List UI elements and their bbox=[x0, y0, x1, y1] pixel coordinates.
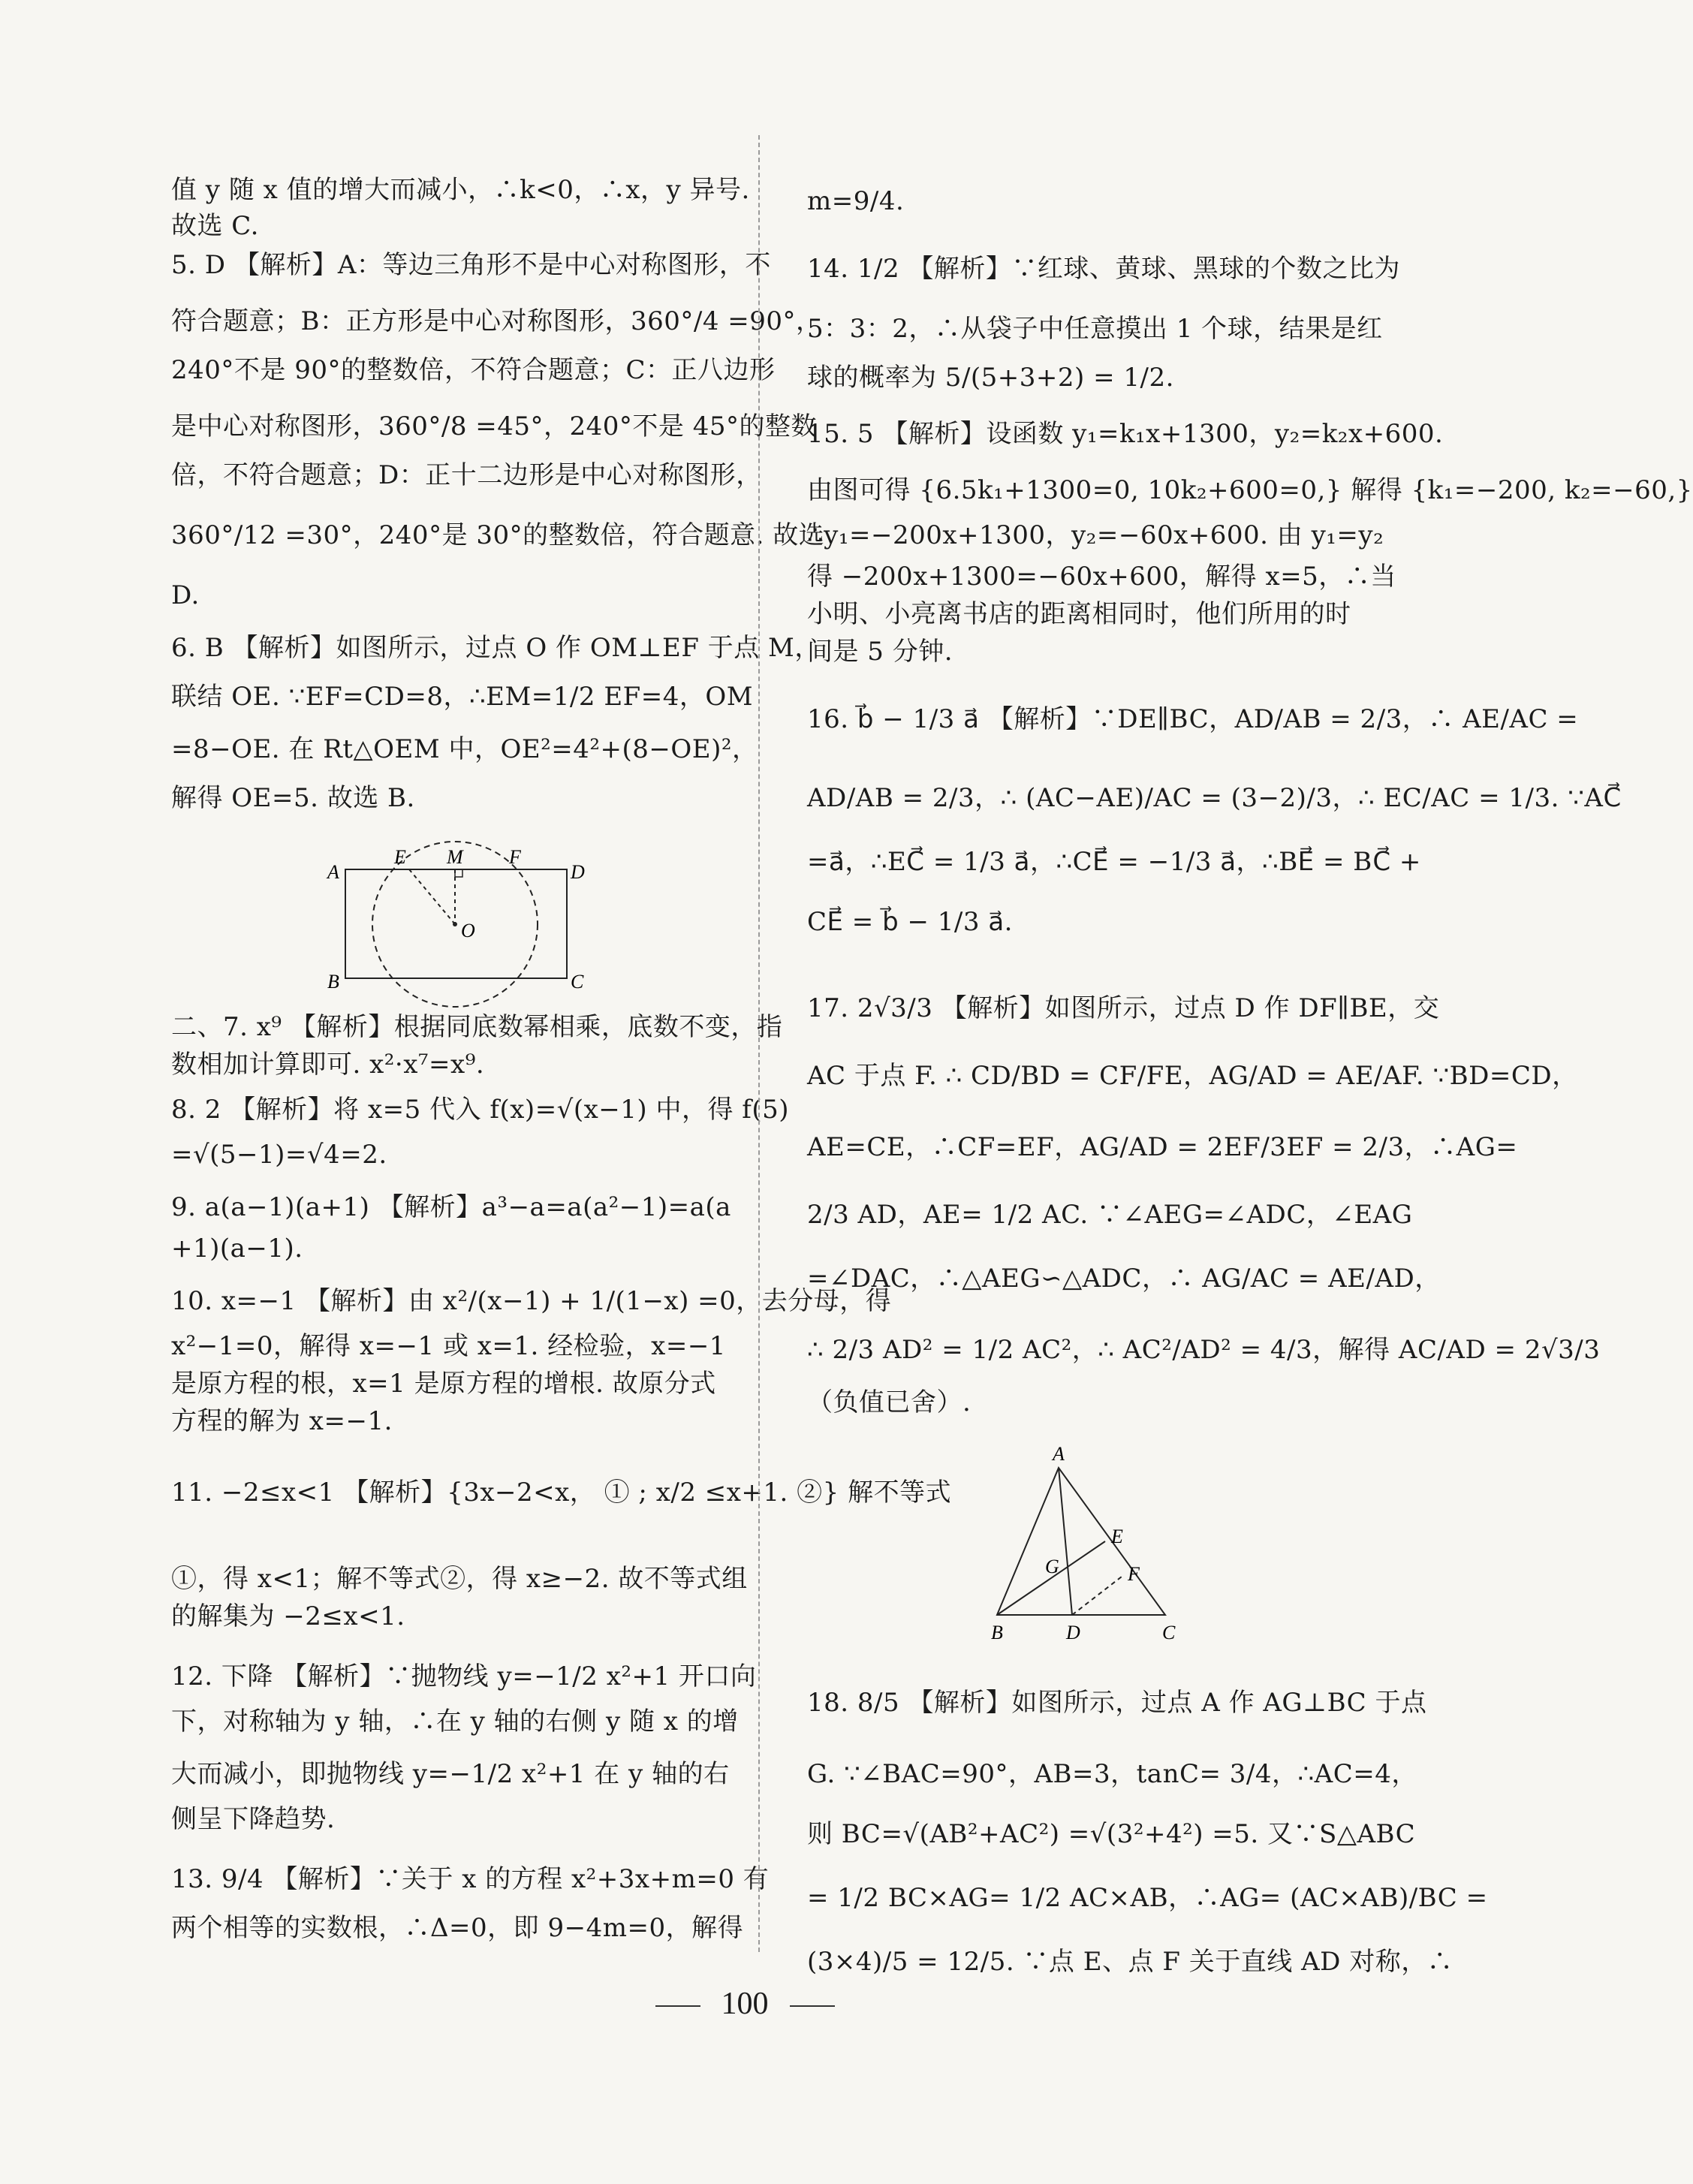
left-line-15: 数相加计算即可. x²·x⁷=x⁹. bbox=[171, 1050, 485, 1080]
left-line-7: 倍，不符合题意；D：正十二边形是中心对称图形， bbox=[171, 460, 762, 490]
left-line-12: =8−OE. 在 Rt△OEM 中，OE²=4²+(8−OE)²， bbox=[171, 734, 758, 764]
fig2-label-C: C bbox=[1162, 1622, 1176, 1643]
right-line-12: AD/AB = 2/3，∴ (AC−AE)/AC = (3−2)/3，∴ EC/AC = 1/3. ∵AC⃗ bbox=[807, 783, 1622, 813]
page-number-dash-right bbox=[790, 2005, 835, 2007]
left-line-6: 是中心对称图形，360°/8 =45°，240°不是 45°的整数 bbox=[171, 411, 818, 441]
right-line-24: 则 BC=√(AB²+AC²) =√(3²+4²) =5. 又∵S△ABC bbox=[807, 1819, 1416, 1849]
left-line-5: 240°不是 90°的整数倍，不符合题意；C：正八边形 bbox=[171, 355, 776, 385]
left-line-22: 是原方程的根，x=1 是原方程的增根. 故原分式 bbox=[171, 1369, 716, 1399]
left-line-30: 侧呈下降趋势. bbox=[171, 1804, 336, 1834]
fig1-label-F: F bbox=[509, 846, 521, 868]
fig1-label-D: D bbox=[571, 861, 585, 883]
left-line-24: 11. −2≤x<1 【解析】{3x−2<x， ① ; x/2 ≤x+1. ②} 解不等式 bbox=[171, 1478, 952, 1508]
right-line-5: 15. 5 【解析】设函数 y₁=k₁x+1300，y₂=k₂x+600. bbox=[807, 419, 1444, 449]
left-line-1: 值 y 随 x 值的增大而减小，∴k<0，∴x，y 异号. bbox=[171, 175, 750, 205]
right-line-15: 17. 2√3/3 【解析】如图所示，过点 D 作 DF∥BE，交 bbox=[807, 993, 1440, 1023]
left-line-9: D. bbox=[171, 580, 200, 610]
column-divider bbox=[758, 135, 760, 1952]
right-line-3: 5：3：2，∴从袋子中任意摸出 1 个球，结果是红 bbox=[807, 314, 1383, 344]
left-line-20: 10. x=−1 【解析】由 x²/(x−1) + 1/(1−x) =0，去分母，得 bbox=[171, 1286, 892, 1316]
left-line-25: ①，得 x<1；解不等式②，得 x≥−2. 故不等式组 bbox=[171, 1564, 748, 1594]
left-line-18: 9. a(a−1)(a+1) 【解析】a³−a=a(a²−1)=a(a bbox=[171, 1192, 731, 1222]
left-line-2: 故选 C. bbox=[171, 211, 259, 241]
page-number-row bbox=[0, 1986, 1490, 2022]
left-line-27: 12. 下降 【解析】∵抛物线 y=−1/2 x²+1 开口向 bbox=[171, 1661, 757, 1691]
left-line-8: 360°/12 =30°，240°是 30°的整数倍，符合题意. 故选 bbox=[171, 520, 825, 550]
left-line-31: 13. 9/4 【解析】∵关于 x 的方程 x²+3x+m=0 有 bbox=[171, 1864, 770, 1894]
left-line-28: 下，对称轴为 y 轴，∴在 y 轴的右侧 y 随 x 的增 bbox=[171, 1707, 739, 1737]
right-line-21: （负值已舍）. bbox=[807, 1387, 972, 1417]
right-line-13: =a⃗，∴EC⃗ = 1/3 a⃗，∴CE⃗ = −1/3 a⃗，∴BE⃗ = BC⃗ + bbox=[807, 847, 1421, 877]
left-line-14: 二、7. x⁹ 【解析】根据同底数幂相乘，底数不变，指 bbox=[171, 1012, 783, 1042]
right-line-1: m=9/4. bbox=[807, 186, 905, 216]
right-line-17: AE=CE，∴CF=EF，AG/AD = 2EF/3EF = 2/3，∴AG= bbox=[807, 1132, 1518, 1162]
right-line-9: 小明、小亮离书店的距离相同时，他们所用的时 bbox=[807, 599, 1351, 629]
page-number-dash-left bbox=[655, 2005, 700, 2007]
left-line-16: 8. 2 【解析】将 x=5 代入 f(x)=√(x−1) 中，得 f(5) bbox=[171, 1095, 790, 1125]
left-line-23: 方程的解为 x=−1. bbox=[171, 1406, 393, 1436]
left-line-13: 解得 OE=5. 故选 B. bbox=[171, 783, 415, 813]
right-line-4: 球的概率为 5/(5+3+2) = 1/2. bbox=[807, 363, 1174, 393]
fig1-label-C: C bbox=[571, 971, 584, 993]
right-line-22: 18. 8/5 【解析】如图所示，过点 A 作 AG⊥BC 于点 bbox=[807, 1688, 1427, 1718]
fig2-label-G: G bbox=[1045, 1556, 1059, 1577]
fig1-label-M: M bbox=[447, 846, 463, 868]
left-line-4: 符合题意；B：正方形是中心对称图形，360°/4 =90°， bbox=[171, 306, 822, 336]
right-line-11: 16. b⃗ − 1/3 a⃗ 【解析】∵DE∥BC，AD/AB = 2/3，∴ AE/AC = bbox=[807, 704, 1579, 734]
right-line-2: 14. 1/2 【解析】∵红球、黄球、黑球的个数之比为 bbox=[807, 254, 1400, 284]
fig2-label-F: F bbox=[1128, 1563, 1140, 1585]
right-line-16: AC 于点 F. ∴ CD/BD = CF/FE，AG/AD = AE/AF. ∵BD=CD， bbox=[807, 1061, 1578, 1091]
left-line-3: 5. D 【解析】A：等边三角形不是中心对称图形，不 bbox=[171, 250, 771, 280]
right-line-8: 得 −200x+1300=−60x+600，解得 x=5，∴当 bbox=[807, 562, 1396, 592]
left-line-32: 两个相等的实数根，∴Δ=0，即 9−4m=0，解得 bbox=[171, 1913, 744, 1943]
fig2-label-D: D bbox=[1066, 1622, 1080, 1643]
left-line-29: 大而减小，即抛物线 y=−1/2 x²+1 在 y 轴的右 bbox=[171, 1759, 730, 1789]
right-line-25: = 1/2 BC×AG= 1/2 AC×AB，∴AG= (AC×AB)/BC = bbox=[807, 1883, 1488, 1913]
left-line-10: 6. B 【解析】如图所示，过点 O 作 OM⊥EF 于点 M， bbox=[171, 633, 821, 663]
right-line-23: G. ∵∠BAC=90°，AB=3，tanC= 3/4，∴AC=4， bbox=[807, 1759, 1417, 1789]
right-line-6: 由图可得 {6.5k₁+1300=0, 10k₂+600=0,} 解得 {k₁=−200, k₂=−60,} bbox=[807, 475, 1693, 505]
right-line-18: 2/3 AD，AE= 1/2 AC. ∵∠AEG=∠ADC，∠EAG bbox=[807, 1200, 1413, 1230]
fig2-label-E: E bbox=[1111, 1526, 1123, 1547]
right-line-10: 间是 5 分钟. bbox=[807, 637, 953, 667]
fig1-label-B: B bbox=[327, 971, 339, 993]
fig2-label-B: B bbox=[991, 1622, 1003, 1643]
fig1-label-E: E bbox=[394, 846, 406, 868]
figure-rectangle-circle bbox=[323, 839, 593, 997]
right-line-19: =∠DAC，∴△AEG∽△ADC，∴ AG/AC = AE/AD， bbox=[807, 1264, 1441, 1294]
fig2-label-A: A bbox=[1053, 1443, 1065, 1465]
fig1-label-O: O bbox=[461, 920, 475, 941]
right-line-14: CE⃗ = b⃗ − 1/3 a⃗. bbox=[807, 907, 1013, 937]
page-number: 100 bbox=[721, 1987, 769, 2021]
fig1-label-A: A bbox=[327, 861, 339, 883]
left-line-19: +1)(a−1). bbox=[171, 1234, 303, 1264]
left-line-17: =√(5−1)=√4=2. bbox=[171, 1140, 387, 1170]
right-line-26: (3×4)/5 = 12/5. ∵点 E、点 F 关于直线 AD 对称，∴ bbox=[807, 1947, 1454, 1977]
left-line-26: 的解集为 −2≤x<1. bbox=[171, 1601, 405, 1631]
left-line-11: 联结 OE. ∵EF=CD=8，∴EM=1/2 EF=4，OM bbox=[171, 682, 754, 712]
right-line-7: ∴y₁=−200x+1300，y₂=−60x+600. 由 y₁=y₂ bbox=[807, 520, 1384, 550]
figure-triangle bbox=[976, 1445, 1194, 1648]
left-line-21: x²−1=0，解得 x=−1 或 x=1. 经检验，x=−1 bbox=[171, 1331, 726, 1361]
right-line-20: ∴ 2/3 AD² = 1/2 AC²，∴ AC²/AD² = 4/3，解得 AC/AD = 2√3/3 bbox=[807, 1335, 1601, 1365]
